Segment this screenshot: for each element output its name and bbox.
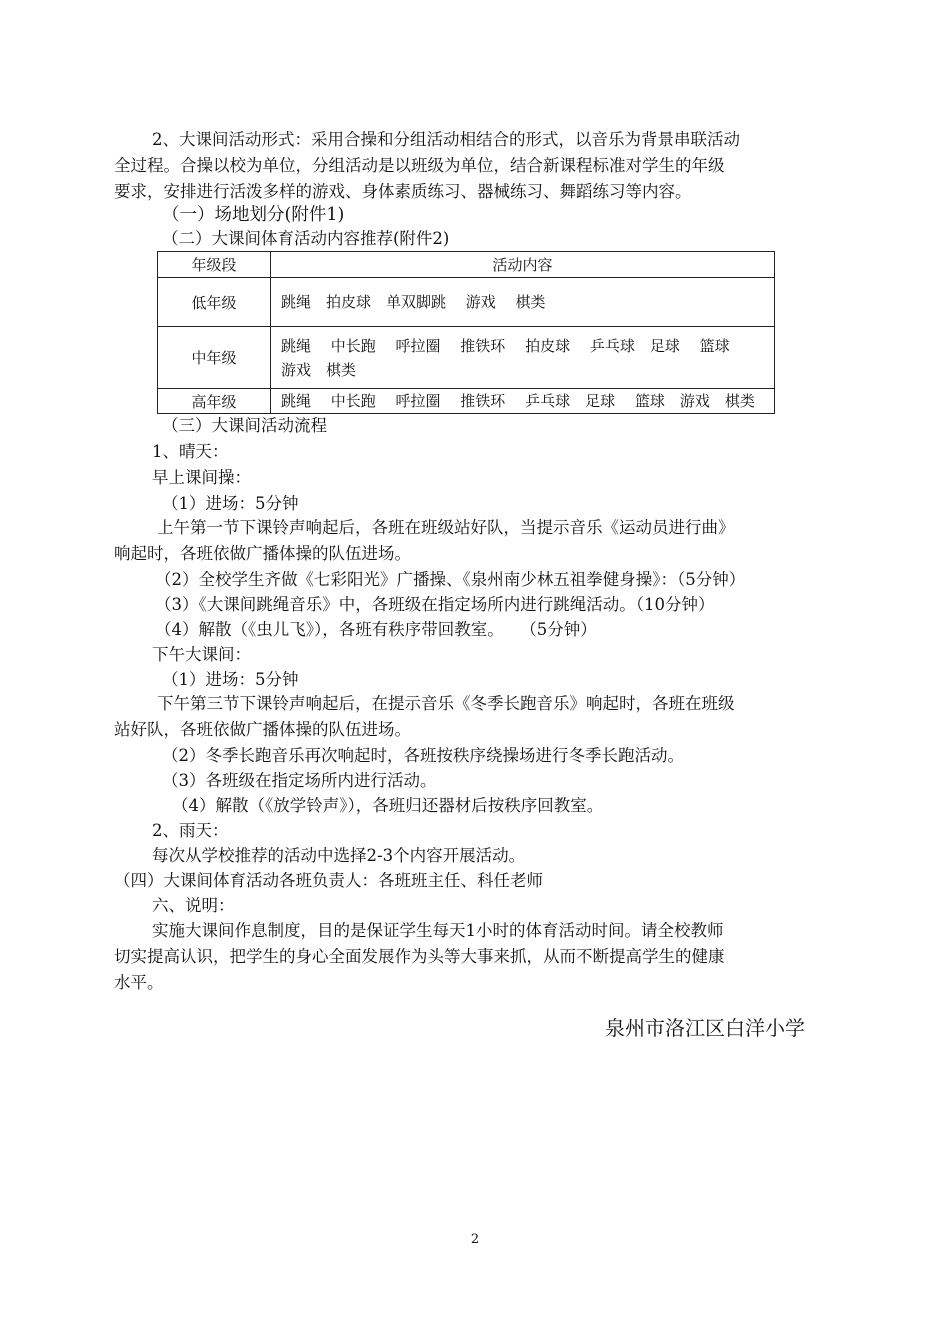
paragraph-line: 站好队，各班依做广播体操的队伍进场。: [114, 720, 411, 739]
section-heading: （二）大课间体育活动内容推荐(附件2): [162, 229, 450, 248]
paragraph-line: （1）进场：5分钟: [162, 494, 299, 513]
paragraph-line: 要求，安排进行活泼多样的游戏、身体素质练习、器械练习、舞蹈练习等内容。: [114, 182, 692, 201]
paragraph-line: （1）进场：5分钟: [162, 670, 299, 689]
paragraph-line: 水平。: [114, 973, 164, 992]
paragraph-line: 实施大课间作息制度，目的是保证学生每天1小时的体育活动时间。请全校教师: [152, 921, 724, 940]
table-row: [158, 389, 775, 414]
content-line: 跳绳 中长跑 呼拉圈 推铁环 拍皮球 乒乓球 足球 篮球: [281, 336, 730, 355]
paragraph-line: （4）解散（《虫儿飞》），各班有秩序带回教室。 （5分钟）: [155, 620, 597, 639]
section-heading: （三）大课间活动流程: [162, 416, 327, 435]
content-cell: [271, 327, 775, 389]
paragraph-line: （2）冬季长跑音乐再次响起时，各班按秩序绕操场进行冬季长跑活动。: [162, 746, 684, 765]
paragraph-line: 下午第三节下课铃声响起后，在提示音乐《冬季长跑音乐》响起时，各班在班级: [157, 694, 735, 713]
section-heading: 六、说明：: [152, 896, 235, 915]
page-number: 2: [470, 1232, 480, 1247]
table-header-cell: 年级段: [158, 252, 271, 278]
paragraph-line: 2、大课间活动形式：采用合操和分组活动相结合的形式，以音乐为背景串联活动: [152, 130, 740, 149]
activity-table: [157, 251, 775, 414]
paragraph-line: （2）全校学生齐做《七彩阳光》广播操、《泉州南少林五祖拳健身操》：（5分钟）: [155, 570, 746, 589]
content-cell: [271, 389, 775, 414]
section-heading: （四）大课间体育活动各班负责人：各班班主任、科任老师: [114, 871, 543, 890]
paragraph-line: 1、晴天：: [152, 442, 229, 461]
paragraph-line: 全过程。合操以校为单位，分组活动是以班级为单位，结合新课程标准对学生的年级: [114, 156, 725, 175]
paragraph-line: 每次从学校推荐的活动中选择2-3个内容开展活动。: [152, 846, 526, 865]
paragraph-line: 上午第一节下课铃声响起后，各班在班级站好队，当提示音乐《运动员进行曲》: [157, 518, 735, 537]
paragraph-line: 下午大课间：: [152, 645, 251, 664]
content-line: 游戏 棋类: [281, 360, 357, 379]
paragraph-line: 2、雨天：: [152, 821, 229, 840]
table-header-row: [158, 252, 775, 278]
paragraph-line: 早上课间操：: [152, 468, 251, 487]
school-signature: 泉州市洛江区白洋小学: [605, 1016, 805, 1040]
content-line: 跳绳 中长跑 呼拉圈 推铁环 乒乓球 足球 篮球 游戏 棋类: [281, 392, 755, 410]
content-line: 跳绳 拍皮球 单双脚跳 游戏 棋类: [281, 293, 546, 311]
content-cell: [271, 278, 775, 327]
paragraph-line: 切实提高认识，把学生的身心全面发展作为头等大事来抓，从而不断提高学生的健康: [114, 947, 725, 966]
paragraph-line: （4）解散（《放学铃声》），各班归还器材后按秩序回教室。: [172, 796, 604, 815]
section-heading: （一）场地划分(附件1): [162, 205, 345, 225]
table-row: [158, 278, 775, 327]
paragraph-line: 响起时，各班依做广播体操的队伍进场。: [114, 544, 411, 563]
paragraph-line: （3）各班级在指定场所内进行活动。: [162, 771, 437, 790]
paragraph-line: （3）《大课间跳绳音乐》中，各班级在指定场所内进行跳绳活动。（10分钟）: [155, 595, 715, 614]
grade-cell: 低年级: [158, 278, 271, 327]
grade-cell: 高年级: [158, 389, 271, 414]
table-header-cell: 活动内容: [271, 252, 775, 278]
grade-cell: 中年级: [158, 327, 271, 389]
table-row: [158, 327, 775, 389]
